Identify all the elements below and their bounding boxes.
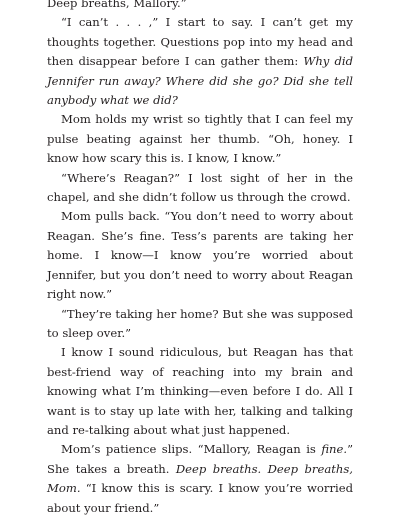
text-run: Deep breaths, Mallory.” <box>47 0 187 10</box>
text-run: “I know this is scary. I know you’re worried about your friend.” <box>47 481 353 515</box>
paragraph <box>47 207 353 304</box>
paragraph <box>47 440 353 518</box>
paragraph <box>47 110 353 168</box>
text-run: Mom holds my wrist so tightly that I can feel my pulse beating against her thumb. “Oh, honey. I know how scary this is. I know, I know.” <box>47 112 353 166</box>
text-run: “Where’s Reagan?” I lost sight of her in the chapel, and she didn’t follow us through the crowd. <box>47 170 353 205</box>
italic-text: fine. <box>321 442 348 457</box>
paragraph <box>47 343 353 440</box>
text-run: ” She takes a breath. <box>47 442 353 476</box>
paragraph <box>47 0 353 13</box>
text-run: Mom’s patience slips. “Mallory, Reagan is <box>61 442 322 457</box>
paragraph <box>47 305 353 344</box>
body-text <box>47 0 353 518</box>
italic-text: Deep breaths. Deep breaths, Mom. <box>47 461 353 496</box>
text-run: “I can’t . . . ,” I start to say. I can’t get my thoughts together. Questions pop into my head and then disappear before I can gather them: <box>47 15 353 69</box>
paragraph <box>47 169 353 208</box>
paragraph <box>47 13 353 110</box>
text-run: “They’re taking her home? But she was supposed to sleep over.” <box>47 306 353 340</box>
italic-text: Why did Jennifer run away? Where did she go? Did she tell anybody what we did? <box>47 54 353 108</box>
text-run: I know I sound ridiculous, but Reagan has that best-friend way of reaching into my brain and knowing what I’m thinking—even before I do. All I want is to stay up late with her, talking and talking and re-talking about what just happened. <box>47 345 353 437</box>
text-run: Mom pulls back. “You don’t need to worry about Reagan. She’s fine. Tess’s parents are taking her home. I know—I know you’re worried about Jennifer, but you don’t need to worry about Reagan right now.” <box>47 209 353 302</box>
